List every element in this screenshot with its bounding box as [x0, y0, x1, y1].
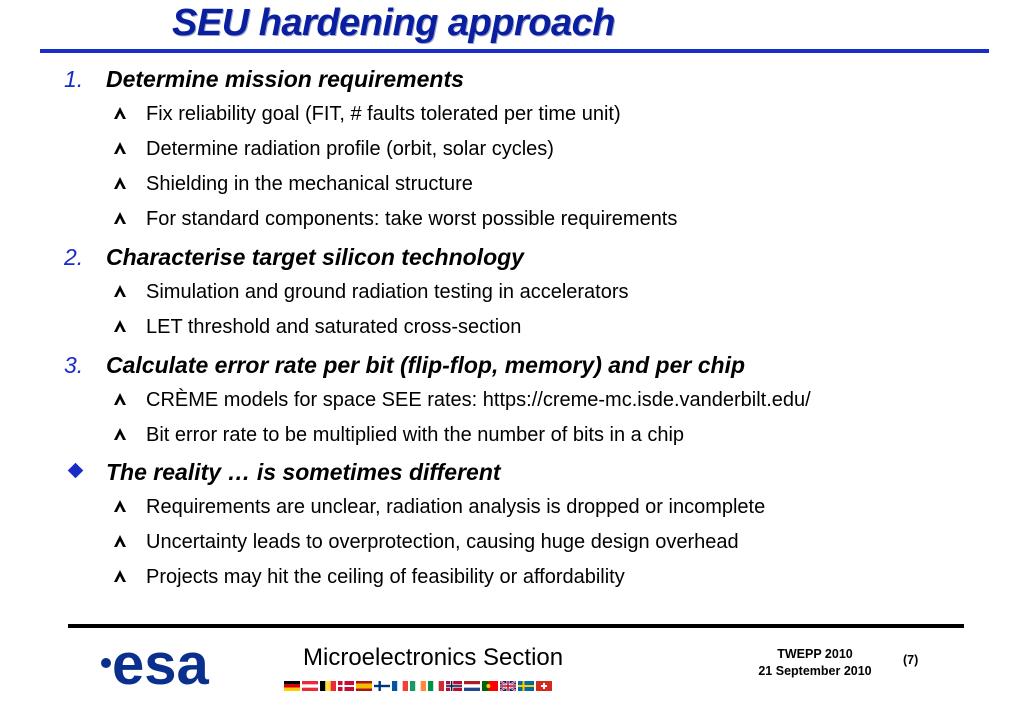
conference-info — [725, 646, 905, 680]
list-item-heading-text: The reality … is sometimes different — [106, 459, 501, 485]
member-flags — [284, 681, 552, 691]
list-item-text: Requirements are unclear, radiation analysis is dropped or incomplete — [146, 496, 766, 518]
title-divider — [40, 49, 989, 53]
flag-austria-icon — [302, 681, 318, 691]
list-item-text: LET threshold and saturated cross-section — [146, 316, 522, 338]
flag-belgium-icon — [320, 681, 336, 691]
chevron-up-icon — [112, 140, 128, 156]
flag-sweden-icon — [518, 681, 534, 691]
list-item-number: 1. — [64, 66, 84, 92]
chevron-up-icon — [112, 105, 128, 121]
list-item-text: Simulation and ground radiation testing in accelerators — [146, 281, 629, 303]
chevron-up-icon — [112, 391, 128, 407]
chevron-up-icon — [112, 283, 128, 299]
flag-switzerland-icon — [536, 681, 552, 691]
flag-denmark-icon — [338, 681, 354, 691]
flag-finland-icon — [374, 681, 390, 691]
chevron-up-icon — [112, 210, 128, 226]
flag-united-kingdom-icon — [500, 681, 516, 691]
list-item-heading-text: Calculate error rate per bit (flip-flop, memory) and per chip — [106, 352, 746, 378]
flag-netherlands-icon — [464, 681, 480, 691]
list-item-number: 2. — [64, 244, 84, 270]
chevron-up-icon — [112, 568, 128, 584]
list-item-text: Shielding in the mechanical structure — [146, 173, 473, 195]
flag-ireland-icon — [410, 681, 426, 691]
chevron-up-icon — [112, 426, 128, 442]
list-item-text: Determine radiation profile (orbit, solar cycles) — [146, 138, 554, 160]
flag-spain-icon — [356, 681, 372, 691]
footer-divider — [68, 624, 964, 628]
list-item-text: For standard components: take worst possible requirements — [146, 208, 678, 230]
flag-italy-icon — [428, 681, 444, 691]
esa-logo-text: esa — [112, 632, 209, 694]
slide-title: SEU hardening approach — [172, 2, 615, 44]
chevron-up-icon — [112, 533, 128, 549]
list-item-text: Projects may hit the ceiling of feasibility or affordability — [146, 566, 625, 588]
flag-france-icon — [392, 681, 408, 691]
chevron-up-icon — [112, 175, 128, 191]
chevron-up-icon — [112, 318, 128, 334]
list-item-text: CRÈME models for space SEE rates: https://creme-mc.isde.vanderbilt.edu/ — [146, 389, 811, 411]
flag-germany-icon — [284, 681, 300, 691]
diamond-icon — [68, 463, 84, 479]
esa-logo — [80, 632, 280, 694]
page-number: (7) — [903, 653, 919, 667]
list-item-text: Fix reliability goal (FIT, # faults tolerated per time unit) — [146, 103, 621, 125]
flag-norway-icon — [446, 681, 462, 691]
flag-portugal-icon — [482, 681, 498, 691]
conference-date: 21 September 2010 — [758, 664, 872, 678]
list-item-heading-text: Characterise target silicon technology — [106, 244, 524, 270]
list-item-text: Uncertainty leads to overprotection, causing huge design overhead — [146, 531, 739, 553]
list-item-text: Bit error rate to be multiplied with the number of bits in a chip — [146, 424, 685, 446]
list-item-number: 3. — [64, 352, 84, 378]
section-name: Microelectronics Section — [303, 644, 564, 671]
list-item-heading-text: Determine mission requirements — [106, 66, 464, 92]
chevron-up-icon — [112, 498, 128, 514]
conference-name: TWEPP 2010 — [777, 647, 853, 661]
